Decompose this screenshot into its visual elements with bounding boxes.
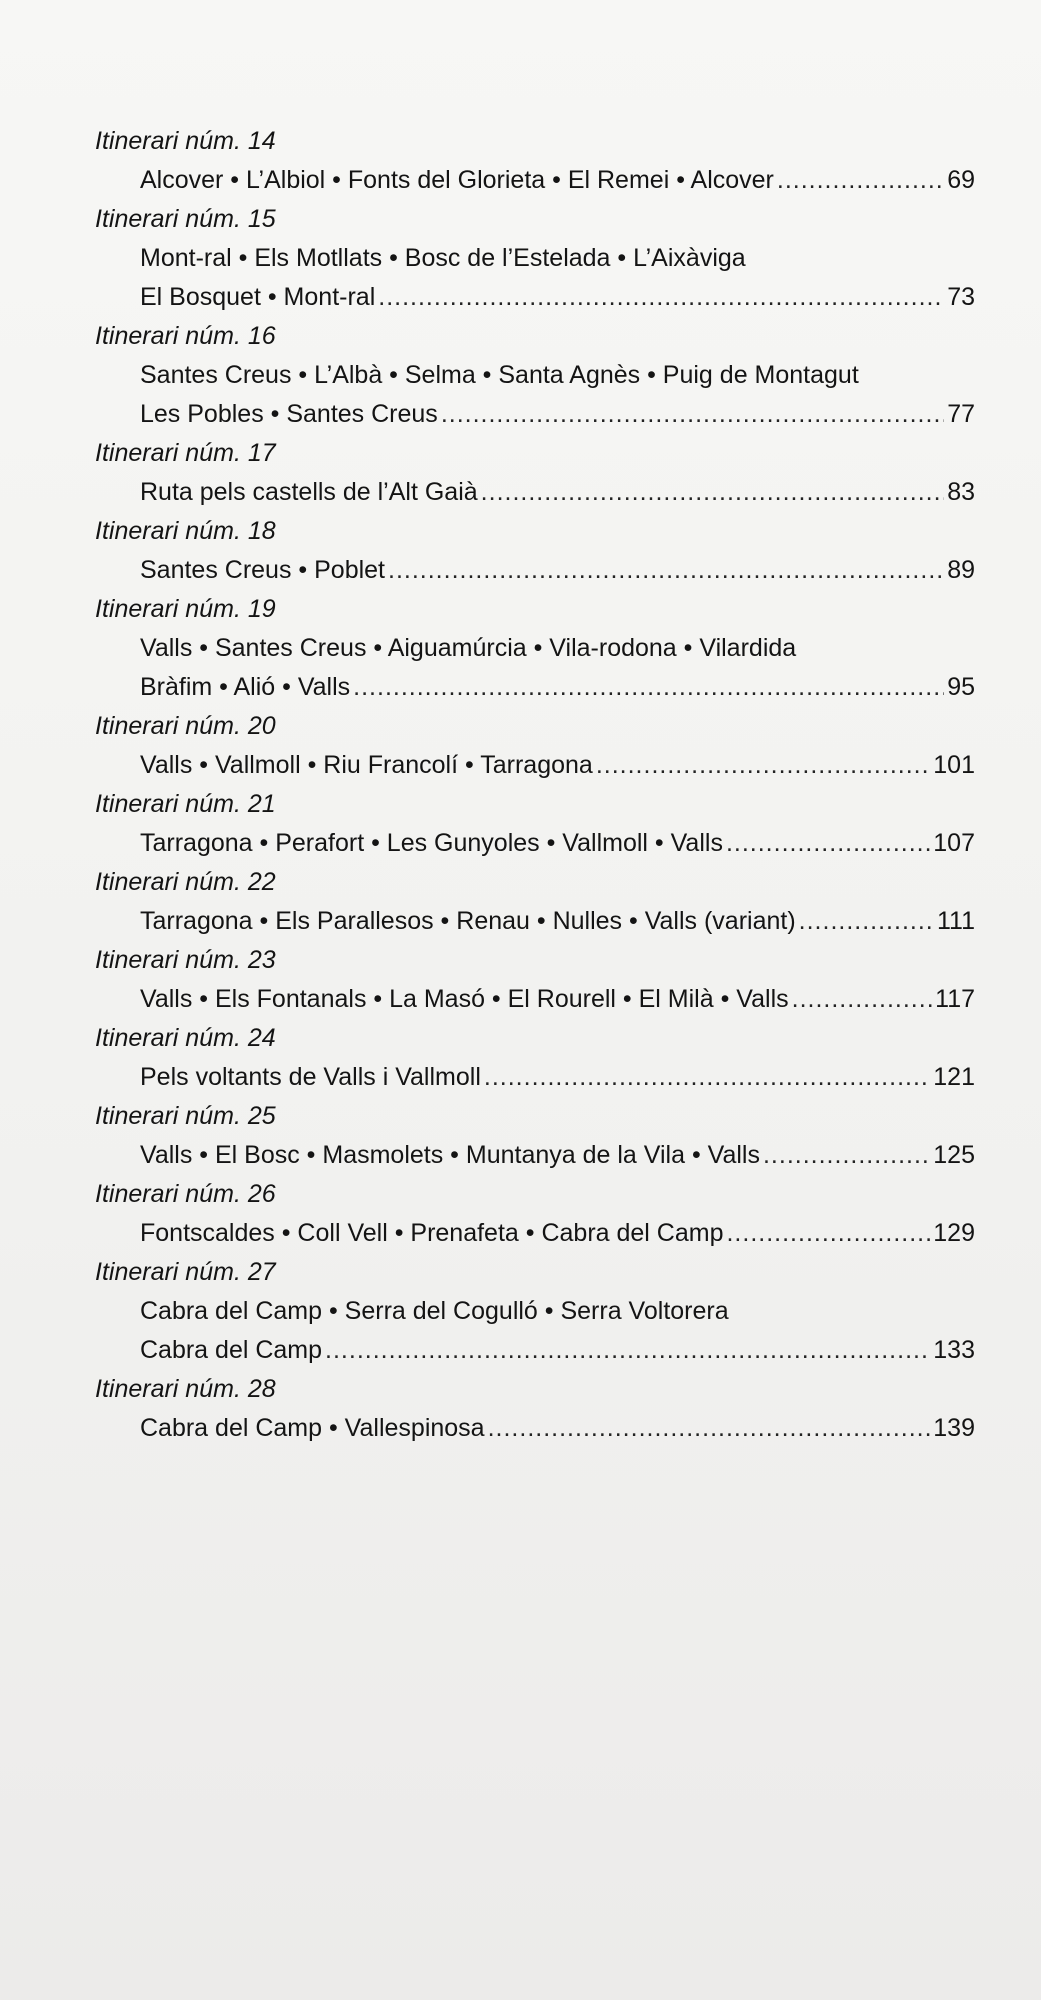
route-line [140,1331,975,1370]
route-line [140,356,975,395]
route-text: Les Pobles • Santes Creus [140,400,438,428]
dot-leader [799,902,934,941]
dot-leader [441,395,944,434]
dot-leader [763,1136,930,1175]
route-text: Mont-ral • Els Motllats • Bosc de l’Estelada • L’Aixàviga [140,244,746,272]
route-line [140,1058,975,1097]
page-number: 121 [933,1063,975,1091]
route-text: Pels voltants de Valls i Vallmoll [140,1063,481,1091]
route-line [140,1292,975,1331]
route-line [140,473,975,512]
itinerary-heading: Itinerari núm. 14 [95,127,276,155]
dot-leader [388,551,944,590]
itinerary-heading: Itinerari núm. 19 [95,595,276,623]
route-text: Fontscaldes • Coll Vell • Prenafeta • Cabra del Camp [140,1219,724,1247]
itinerary-heading: Itinerari núm. 26 [95,1180,276,1208]
route-text: Tarragona • Perafort • Les Gunyoles • Vallmoll • Valls [140,829,723,857]
route-text: Cabra del Camp • Serra del Cogulló • Serra Voltorera [140,1297,729,1325]
route-line [140,629,975,668]
toc-entry [95,707,975,785]
page-number: 111 [936,907,975,935]
route-text: Valls • Santes Creus • Aiguamúrcia • Vila-rodona • Vilardida [140,634,797,662]
itinerary-heading: Itinerari núm. 21 [95,790,276,818]
page-number: 125 [933,1141,975,1169]
page-number: 107 [933,829,975,857]
dot-leader [484,1058,930,1097]
page-number: 83 [947,478,975,506]
route-text: Bràfim • Alió • Valls [140,673,351,701]
toc-entry [95,1019,975,1097]
route-line [140,278,975,317]
route-text: Valls • Vallmoll • Riu Francolí • Tarragona [140,751,593,779]
route-line [140,551,975,590]
page-number: 117 [935,985,975,1013]
route-text: Santes Creus • L’Albà • Selma • Santa Agnès • Puig de Montagut [140,361,859,389]
toc-entry [95,200,975,317]
dot-leader [353,668,944,707]
route-text: Ruta pels castells de l’Alt Gaià [140,478,478,506]
page-number: 129 [933,1219,975,1247]
route-line [140,668,975,707]
page-number: 139 [933,1414,975,1442]
route-line [140,1214,975,1253]
dot-leader [488,1409,931,1448]
itinerary-heading: Itinerari núm. 24 [95,1024,276,1052]
page-number: 101 [933,751,975,779]
dot-leader [726,824,930,863]
itinerary-heading: Itinerari núm. 28 [95,1375,276,1403]
route-line [140,746,975,785]
route-text: Santes Creus • Poblet [140,556,385,584]
itinerary-heading: Itinerari núm. 18 [95,517,276,545]
toc-entry [95,122,975,200]
route-line [140,980,975,1019]
toc-entry [95,785,975,863]
page-number: 77 [947,400,975,428]
toc-entry [95,512,975,590]
itinerary-heading: Itinerari núm. 15 [95,205,276,233]
toc-entry [95,1097,975,1175]
dot-leader [481,473,945,512]
route-line [140,161,975,200]
route-line [140,1136,975,1175]
dot-leader [325,1331,930,1370]
table-of-contents [95,122,975,1448]
itinerary-heading: Itinerari núm. 25 [95,1102,276,1130]
dot-leader [596,746,930,785]
toc-entry [95,590,975,707]
toc-entry [95,1253,975,1370]
route-text: Alcover • L’Albiol • Fonts del Glorieta • El Remei • Alcover [140,166,774,194]
itinerary-heading: Itinerari núm. 22 [95,868,276,896]
route-line [140,1409,975,1448]
toc-entry [95,1370,975,1448]
route-line [140,239,975,278]
toc-entry [95,434,975,512]
route-text: Cabra del Camp • Vallespinosa [140,1414,485,1442]
route-text: Valls • Els Fontanals • La Masó • El Rourell • El Milà • Valls [140,985,789,1013]
route-line [140,824,975,863]
itinerary-heading: Itinerari núm. 17 [95,439,276,467]
itinerary-heading: Itinerari núm. 27 [95,1258,276,1286]
dot-leader [378,278,944,317]
page-number: 133 [933,1336,975,1364]
route-line [140,902,975,941]
page-number: 69 [947,166,975,194]
dot-leader [726,1214,930,1253]
itinerary-heading: Itinerari núm. 16 [95,322,276,350]
route-text: Cabra del Camp [140,1336,323,1364]
itinerary-heading: Itinerari núm. 20 [95,712,276,740]
toc-entry [95,1175,975,1253]
page-number: 95 [947,673,975,701]
dot-leader [792,980,933,1019]
toc-entry [95,941,975,1019]
toc-entry [95,863,975,941]
route-text: El Bosquet • Mont-ral [140,283,376,311]
route-text: Tarragona • Els Parallesos • Renau • Nulles • Valls (variant) [140,907,796,935]
route-line [140,395,975,434]
page-number: 89 [947,556,975,584]
route-text: Valls • El Bosc • Masmolets • Muntanya de la Vila • Valls [140,1141,760,1169]
toc-entry [95,317,975,434]
page-number: 73 [947,283,975,311]
itinerary-heading: Itinerari núm. 23 [95,946,276,974]
dot-leader [777,161,944,200]
